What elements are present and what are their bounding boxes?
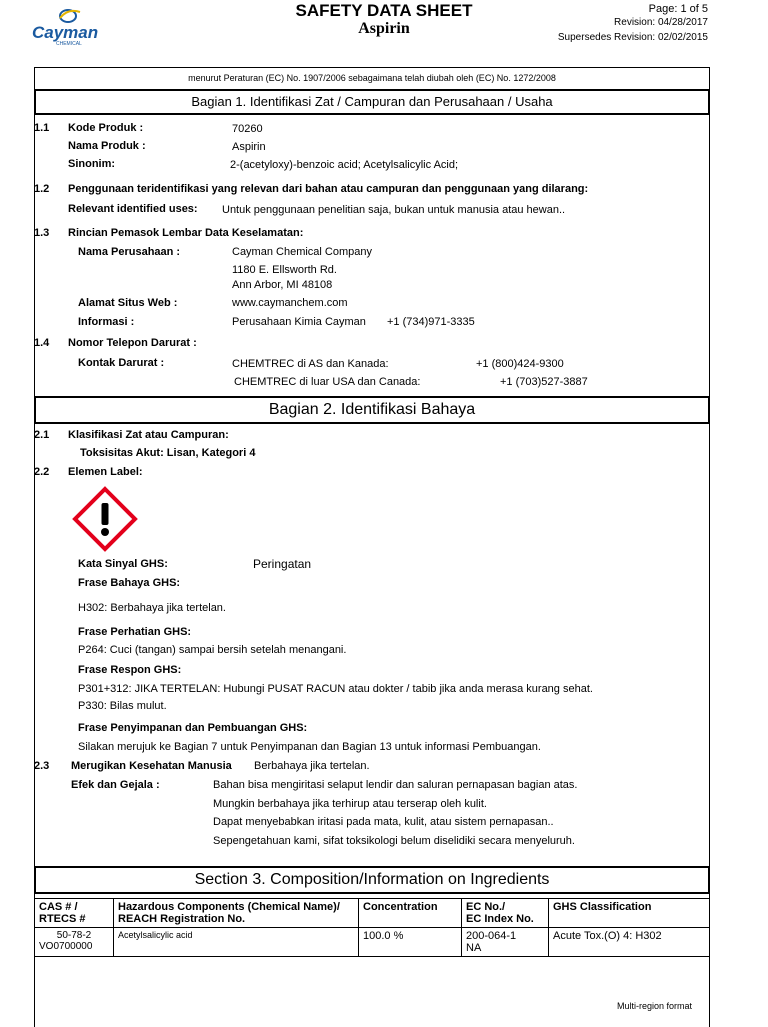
effect-3: Dapat menyebabkan iritasi pada mata, kulit, atau sistem pernapasan..: [213, 816, 554, 828]
product-name-value: Aspirin: [232, 141, 266, 153]
document-title: SAFETY DATA SHEET: [295, 1, 473, 20]
supersedes-date: Supersedes Revision: 02/02/2015: [557, 32, 708, 43]
hazard-statements-label: Frase Bahaya GHS:: [78, 577, 181, 589]
effect-1: Bahan bisa mengiritasi selaput lendir dan saluran pernapasan bagian atas.: [213, 779, 578, 791]
section-number: 1.2: [34, 183, 50, 195]
ec-index: NA: [466, 942, 482, 954]
header-component: Hazardous Components (Chemical Name)/: [118, 901, 340, 913]
exclamation-mark-icon: [72, 486, 138, 552]
product-title: Aspirin: [358, 20, 410, 37]
storage-label: Frase Penyimpanan dan Pembuangan GHS:: [78, 722, 308, 734]
composition-table: [34, 898, 710, 957]
ec-number: 200-064-1: [466, 930, 517, 942]
info-phone: +1 (734)971-3335: [387, 316, 475, 328]
label-elements-heading: Elemen Label:: [68, 466, 143, 478]
emergency-heading: Nomor Telepon Darurat :: [68, 337, 197, 349]
info-value: Perusahaan Kimia Cayman: [232, 316, 366, 328]
format-note: Multi-region format: [617, 1001, 693, 1011]
section-number: 2.2: [34, 466, 50, 478]
synonym-value: 2-(acetyloxy)-benzoic acid; Acetylsalicylic Acid;: [230, 159, 459, 171]
section-number: 2.1: [34, 429, 50, 441]
section-2-title: Bagian 2. Identifikasi Bahaya: [34, 396, 710, 424]
effect-2: Mungkin berbahaya jika terhirup atau terserap oleh kulit.: [213, 798, 487, 810]
header-reach: REACH Registration No.: [118, 913, 246, 925]
uses-heading: Penggunaan teridentifikasi yang relevan dari bahan atau campuran dan penggunaan yang dilarang:: [68, 183, 589, 195]
company-name: Cayman Chemical Company: [232, 246, 372, 258]
header-ghs: GHS Classification: [549, 899, 710, 928]
rtecs-number: VO0700000: [39, 941, 93, 952]
section-number: 1.3: [34, 227, 50, 239]
header-ec-no: EC No./: [466, 901, 506, 913]
section-number: 1.1: [34, 122, 50, 134]
response-label: Frase Respon GHS:: [78, 664, 182, 676]
address-line-1: 1180 E. Ellsworth Rd.: [232, 264, 337, 276]
ghs-exclamation-pictogram: [72, 486, 138, 552]
precaution-label: Frase Perhatian GHS:: [78, 626, 192, 638]
page-number: Page: 1 of 5: [648, 3, 708, 15]
revision-date: Revision: 04/28/2017: [614, 17, 708, 28]
contact-label: Kontak Darurat :: [78, 357, 165, 369]
health-effects-value: Berbahaya jika tertelan.: [254, 760, 370, 772]
effect-4: Sepengetahuan kami, sifat toksikologi belum diselidiki secara menyeluruh.: [213, 835, 575, 847]
product-code-label: Kode Produk :: [68, 122, 144, 134]
synonym-label: Sinonim:: [68, 158, 116, 170]
header-rtecs: RTECS #: [39, 913, 86, 925]
signal-word-value: Peringatan: [253, 557, 312, 571]
supplier-heading: Rincian Pemasok Lembar Data Keselamatan:: [68, 227, 304, 239]
hazard-statement: H302: Berbahaya jika tertelan.: [78, 602, 226, 614]
svg-text:Cayman: Cayman: [32, 23, 99, 42]
section-1-title: Bagian 1. Identifikasi Zat / Campuran dan Perusahaan / Usaha: [34, 89, 710, 115]
section-number: 2.3: [34, 760, 50, 772]
ghs-classification: Acute Tox.(O) 4: H302: [549, 928, 710, 957]
regulation-note: menurut Peraturan (EC) No. 1907/2006 sebagaimana telah diubah oleh (EC) No. 1272/2008: [188, 73, 556, 83]
uses-label: Relevant identified uses:: [68, 203, 198, 215]
phone-1: +1 (800)424-9300: [476, 358, 564, 370]
precaution-statement: P264: Cuci (tangan) sampai bersih setelah menangani.: [78, 644, 347, 656]
info-label: Informasi :: [78, 316, 135, 328]
concentration-value: 100.0 %: [359, 928, 462, 957]
address-line-2: Ann Arbor, MI 48108: [232, 279, 333, 291]
table-row: [35, 928, 710, 957]
health-effects-label: Merugikan Kesehatan Manusia: [71, 760, 232, 772]
section-3-title: Section 3. Composition/Information on Ingredients: [34, 866, 710, 894]
signal-word-label: Kata Sinyal GHS:: [78, 558, 168, 570]
header-cas: CAS # /: [39, 901, 78, 913]
classification-value: Toksisitas Akut: Lisan, Kategori 4: [80, 447, 256, 459]
effects-symptoms-label: Efek dan Gejala :: [71, 779, 160, 791]
contact-2: CHEMTREC di luar USA dan Canada:: [234, 376, 421, 388]
response-statement-2: P330: Bilas mulut.: [78, 700, 167, 712]
header-ec-index: EC Index No.: [466, 913, 534, 925]
phone-2: +1 (703)527-3887: [500, 376, 588, 388]
component-name: Acetylsalicylic acid: [114, 928, 359, 957]
section-number: 1.4: [34, 337, 50, 349]
product-name-label: Nama Produk :: [68, 140, 146, 152]
product-code-value: 70260: [232, 123, 263, 135]
header-concentration: Concentration: [359, 899, 462, 928]
svg-text:CHEMICAL: CHEMICAL: [56, 41, 82, 46]
contact-1: CHEMTREC di AS dan Kanada:: [232, 358, 389, 370]
company-label: Nama Perusahaan :: [78, 246, 181, 258]
cas-number: 50-78-2: [56, 930, 92, 941]
website-link[interactable]: www.caymanchem.com: [232, 297, 348, 309]
table-header-row: [35, 899, 710, 928]
classification-heading: Klasifikasi Zat atau Campuran:: [68, 429, 229, 441]
storage-statement: Silakan merujuk ke Bagian 7 untuk Penyimpanan dan Bagian 13 untuk informasi Pembuangan.: [78, 741, 541, 753]
website-label: Alamat Situs Web :: [78, 297, 178, 309]
uses-value: Untuk penggunaan penelitian saja, bukan untuk manusia atau hewan..: [222, 204, 566, 216]
response-statement-1: P301+312: JIKA TERTELAN: Hubungi PUSAT RACUN atau dokter / tabib jika anda merasa kurang sehat.: [78, 683, 593, 695]
